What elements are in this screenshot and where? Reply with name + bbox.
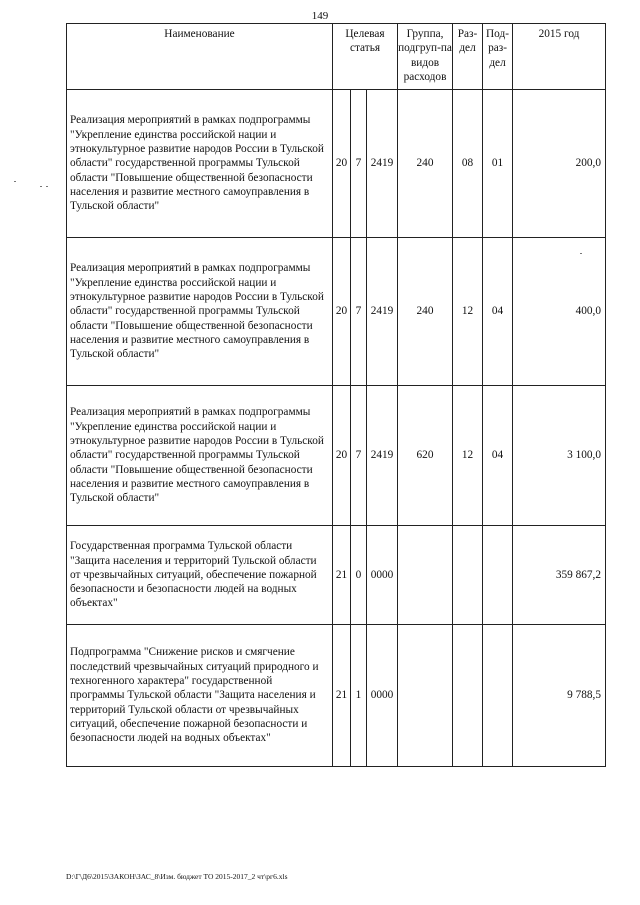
- row-article-b: 7: [351, 90, 367, 238]
- row-article-c: 0000: [367, 526, 398, 625]
- row-section: [453, 625, 483, 767]
- header-target-article: Целевая статья: [333, 24, 398, 90]
- row-article-a: 20: [333, 386, 351, 526]
- table-row: [67, 625, 606, 767]
- row-article-a: 20: [333, 90, 351, 238]
- table-row: [67, 238, 606, 386]
- row-article-a: 21: [333, 625, 351, 767]
- row-article-c: 2419: [367, 90, 398, 238]
- row-name: Реализация мероприятий в рамках подпрограммы "Укрепление единства российской нации и этнокультурное развитие народов России в Тульской области" государственной программы Тульской области "Повышение общественной безопасности населения и развитие местного самоуправления в Тульской области": [67, 90, 333, 238]
- row-section: [453, 526, 483, 625]
- row-name: Государственная программа Тульской области "Защита населения и территорий Тульской области от чрезвычайных ситуаций, обеспечение пожарной безопасности и безопасности людей на водных объектах": [67, 526, 333, 625]
- row-section: 12: [453, 386, 483, 526]
- row-name: Подпрограмма "Снижение рисков и смягчение последствий чрезвычайных ситуаций природного и техногенного характера" государственной программы Тульской области "Защита населения и территорий Тульской области от чрезвычайных ситуаций, обеспечение пожарной безопасности и безопасности людей на водных объектах": [67, 625, 333, 767]
- row-amount: 3 100,0: [513, 386, 606, 526]
- row-group: 240: [398, 238, 453, 386]
- header-group: Группа, подгруп-па видов расходов: [398, 24, 453, 90]
- row-name: Реализация мероприятий в рамках подпрограммы "Укрепление единства российской нации и этнокультурное развитие народов России в Тульской области" государственной программы Тульской области "Повышение общественной безопасности населения и развитие местного самоуправления в Тульской области": [67, 386, 333, 526]
- row-article-c: 2419: [367, 238, 398, 386]
- row-section: 08: [453, 90, 483, 238]
- row-group: [398, 625, 453, 767]
- row-subsection: 04: [483, 238, 513, 386]
- row-amount: 200,0: [513, 90, 606, 238]
- row-article-b: 7: [351, 238, 367, 386]
- row-section: 12: [453, 238, 483, 386]
- row-amount: 9 788,5: [513, 625, 606, 767]
- row-subsection: [483, 526, 513, 625]
- table-row: [67, 526, 606, 625]
- row-article-b: 0: [351, 526, 367, 625]
- row-article-c: 0000: [367, 625, 398, 767]
- row-subsection: 04: [483, 386, 513, 526]
- page-number: 149: [311, 10, 329, 22]
- file-path-footer: D:\Г\Д6\2015\ЗАКОН\ЗАС_8\Изм. бюджет ТО 2015-2017_2 чт\рг6.xls: [66, 872, 288, 881]
- row-article-b: 1: [351, 625, 367, 767]
- row-amount: 359 867,2: [513, 526, 606, 625]
- scan-speck: [14, 181, 16, 182]
- budget-table: [66, 23, 606, 767]
- table-row: [67, 90, 606, 238]
- row-article-a: 20: [333, 238, 351, 386]
- row-name: Реализация мероприятий в рамках подпрограммы "Укрепление единства российской нации и этнокультурное развитие народов России в Тульской области" государственной программы Тульской области "Повышение общественной безопасности населения и развитие местного самоуправления в Тульской области": [67, 238, 333, 386]
- row-article-a: 21: [333, 526, 351, 625]
- header-name: Наименование: [67, 24, 333, 90]
- row-group: [398, 526, 453, 625]
- row-amount: 400,0: [513, 238, 606, 386]
- header-section: Раз-дел: [453, 24, 483, 90]
- header-year: 2015 год: [513, 24, 606, 90]
- row-subsection: [483, 625, 513, 767]
- header-subsection: Под-раз-дел: [483, 24, 513, 90]
- scan-speck: [46, 186, 48, 187]
- table-row: [67, 386, 606, 526]
- row-article-b: 7: [351, 386, 367, 526]
- scan-speck: [40, 186, 42, 187]
- scan-speck: [580, 253, 582, 254]
- row-subsection: 01: [483, 90, 513, 238]
- row-group: 620: [398, 386, 453, 526]
- table-header-row: [67, 24, 606, 90]
- row-article-c: 2419: [367, 386, 398, 526]
- row-group: 240: [398, 90, 453, 238]
